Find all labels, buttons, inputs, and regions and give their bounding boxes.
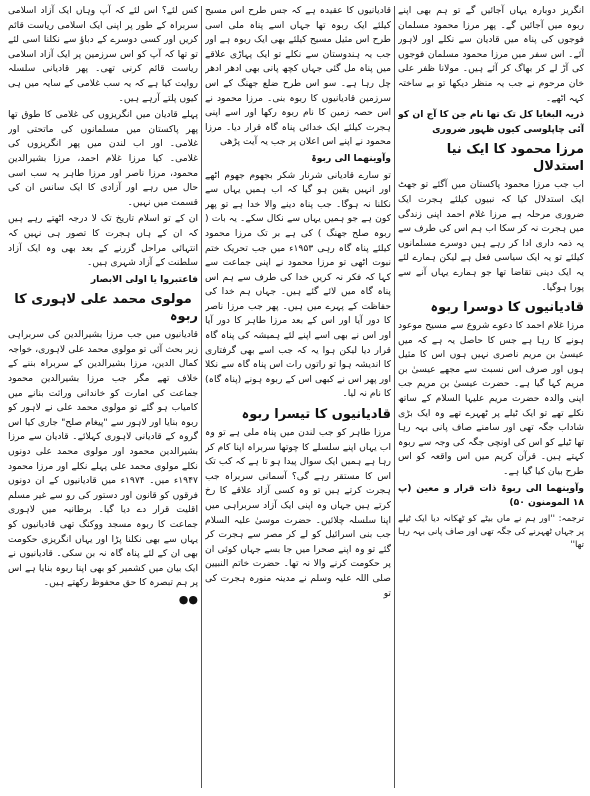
column-left [8, 4, 198, 790]
paragraph: قادیانیوں کا عقیدہ ہے کہ جس طرح اس مسیح کیلئے ایک ربوہ تھا جہاں اسے پناہ ملی اسی طرح اس مثیل مسیح کیلئے بھی ایک ربوہ ہے اور جب یہ ہندوستان سے نکلے تو ایک پہاڑی علاقے میں پناہ مل گئی جہاں کچھ پانی بھی ادھر ادھر چل رہا ہے۔ سو اس طرح ضلع جھنگ کے اس سرزمین قادیانیوں کا ربوہ بنی۔ مرزا محمود نے اس حصہ زمین کا نام ربوہ رکھا اور اسے اپنی ہجرت کیلئے ایک خدائی پناہ گاہ قرار دیا۔ مرزا محمود نے اپنے اس اعلان پر جب یہ آیت پڑھی [205, 5, 391, 148]
verse-line: ذریہ البغایا کل تک تھا نام جن کا آج ان کو آئی چاپلوسی کیوں ظہور ضروری [398, 109, 584, 135]
paragraph: مرزا طاہر کو جب لندن میں پناہ ملی ہے تو وہ اب یہاں اپنے سلسلے کا چوتھا سربراہ اپنا کام کر رہا ہے ہمیں ایک سوال پیدا ہو تا ہے کہ کب تک اس کا مستقر رہے گی؟ آسمانی سربراہ جب ہجرت کرتے ہیں تو وہ کسی آزاد علاقے کا رخ کرتے ہیں جہاں وہ اپنی ایک آزاد سربراہی میں اپنا سلسلہ چلائیں۔ حضرت موسیٰ علیہ السلام جب بنی اسرائیل کو لے کر مصر سے ہجرت کر گئے تو وہ اپنے صحرا میں جا بسے جہاں کوئی ان پر حکومت کرنے والا نہ تھا۔ حضرت خاتم النبیین صلی اللہ علیہ وسلم نے مدینہ منورہ ہجرت کی تو [205, 427, 391, 599]
translation: ترجمہ: ''اور ہم نے ماں بیٹے کو ٹھکانہ دیا ایک ٹیلے پر جہاں ٹھہرنے کی جگہ تھی اور صاف پانی بہہ رہا تھا'' [398, 513, 584, 550]
paragraph: تو سارے قادیانی شرنار شکر بجھوم جھوم اٹھے اور انہیں یقین ہو گیا کہ اب ہمیں یہاں سے نکلنا نہ ہوگا۔ جب پناہ دینے والا خدا ہے تو پھر کون ہے جو ہمیں یہاں سے نکال سکے۔ یہ بات ( ربوہ صلح جھنگ ) کی ہے بر تک مرزا محمود کیلئے پناہ گاہ رہی ۱۹۵۳ء میں جب تحریک ختم نبوت اٹھی تو مرزا محمود نے اپنی جماعت سے کہا کہ فکر نہ کریں خدا کی طرف سے ہم اس پناہ گاہ میں لائے گئے ہیں۔ جہاں ہم خدا کی حفاظت کے پہرے میں ہیں۔ پھر جب مرزا ناصر کا دور آیا اور اس کے بعد مرزا طاہر کا دور آیا اور اس نے بھی اسے اپنے لئے ہمیشہ کی پناہ گاہ قرار دیا لیکن ہوا یہ کہ جب اسے بھی گرفتاری کا اندیشہ ہوا تو راتوں رات اس پناہ گاہ سے نکلا اور پھر اس نے کبھی اس کے ربوہ ہونے (پناہ گاہ) کا نام نہ لیا۔ [205, 169, 391, 400]
column-middle [205, 4, 391, 790]
paragraph: کس لئے؟ اس لئے کہ آپ وہاں ایک آزاد اسلامی سربراہ کے طور پر اپنی ایک اسلامی ریاست قائم کریں اور کسی دوسرے کے دباؤ سے نکلنا اسی لئے تو تھا کہ آپ کو اس سرزمین پر ایک آزاد اسلامی ریاست قائم کرنی تھی۔ پھر قادیانی سلسلہ روایت کیا ہے کہ یہ سب غلامی کے سایہ میں ہی کیوں پلتے آرہے ہیں۔ [8, 5, 198, 104]
paragraph: انگریز دوبارہ یہاں آجائیں گے تو ہم بھی اپنے ربوہ میں آجائیں گے۔ پھر مرزا محمود مسلمان فوجوں کی پناہ میں قادیان سے نکلے اور لاہور آئے۔ اس سفر میں مرزا محمود مسلمان فوجوں کی آڑ لے کر بھاگ کر آئے ہیں۔ مولانا ظفر علی خان مرحوم نے جب یہ منظر دیکھا تو بے ساختہ کہہ اٹھے۔ [398, 5, 584, 104]
section-heading: مولوی محمد علی لاہوری کا ربوہ [14, 292, 198, 325]
section-heading: قادیانیوں کا تیسرا ربوہ [241, 407, 391, 423]
quran-verse: وآوینھما الی ربوۃ [311, 152, 391, 164]
end-mark: ●● [178, 592, 198, 606]
column-right [398, 4, 584, 790]
paragraph: پہلے قادیان میں انگریزوں کی غلامی کا طوق تھا پھر پاکستان میں مسلمانوں کی ماتحتی اور غلامی۔ اور اب لندن میں پھر انگریزوں کی غلامی۔ کیا مرزا غلام احمد، مرزا بشیرالدین محمود، مرزا ناصر اور مرزا طاہر یہ سب اسی حال میں رہے اور آزادی کا ایک سانس ان کی قسمت میں نہیں۔ [8, 109, 198, 208]
section-heading: مرزا محمود کا ایک نیا استدلال [446, 142, 584, 175]
quran-verse: وآوینھما الی ربوۃ ذات قرار و معین (پ ۱۸ المومنون ۵۰) [398, 482, 584, 509]
paragraph: ان کے تو اسلام تاریخ تک لا درجہ اٹھتے رہے ہیں کہ ان کے ہاں ہجرت کا تصور ہی نہیں کہ انتہائی مراحل گزرنے کے بعد بھی وہ ایک آزاد سلطنت کے آزاد شہری ہیں۔ [8, 213, 198, 269]
paragraph: قادیانیوں میں جب مرزا بشیرالدین کی سربراہی زیر بحث آئی تو مولوی محمد علی لاہوری، خواجہ کمال الدین، مرزا بشیرالدین کے سربراہ بننے کے خلاف تھے مگر جب مرزا بشیرالدین محمود جماعت کی امارت کو خاندانی وراثت بنانے میں کامیاب ہو گئے تو مولوی محمد علی نے لاہور کو ربوہ بنایا اور لاہور سے "پیغام صلح" جاری کیا اس گروہ کے قادیانی لاہوری کہلائے۔ قادیان سے مرزا بشیرالدین محمود اور مولوی محمد علی دونوں نکلے مولوی محمد علی پہلے نکلے اور مرزا محمود ۱۹۴۷ء میں۔ ۱۹۷۴ء میں قادیانیوں کے ان دونوں فرقوں کو قانون اور دستور کی رو سے غیر مسلم اقلیت قرار دے دیا گیا۔ برطانیہ میں لاہوری جماعت کا ربوہ مسجد ووکنگ تھی قادیانیوں کو یہاں سے بھی نکلنا پڑا اور یہاں انگریزی حکومت بھی ان کے لئے پناہ گاہ نہ بن سکی۔ قادیانیوں نے ایک بیان میں کشمیر کو بھی اپنا ربوہ بنایا ہے اس پر ہم تبصرہ کا حق محفوظ رکھتے ہیں۔ [8, 329, 198, 589]
paragraph: اب جب مرزا محمود پاکستان میں آگئے تو جھٹ ایک استدلال کیا کہ نبیوں کیلئے ہجرت ایک ضروری مرحلہ ہے مرزا غلام احمد اپنی زندگی میں ہجرت نہ کر سکا اب ہم اس کی طرف سے یہ ذمہ داری ادا کر رہے ہیں دوسرے مسلمانوں کیلئے تو یہ ایک سیاسی فعل ہے لیکن ہمارے لئے یہ ایک دینی تقاضا تھا جو ہمارے یہاں آنے سے پورا ہوگیا۔ [398, 179, 584, 293]
column-divider [394, 6, 395, 788]
quran-verse: فاعتبروا یا اولی الابصار [90, 273, 198, 285]
paragraph: مرزا غلام احمد کا دعوے شروع سے مسیح موعود ہونے کا رہا ہے جس کا حاصل یہ ہے کہ میں عیسیٰ بن مریم ناصری نہیں ہوں اس کا مثیل ہوں اور صرف اس نسبت سے مجھے عیسیٰ بن مریم کہا گیا ہے۔ حضرت عیسیٰ بن مریم جب اپنی والدہ حضرت مریم علیہا السلام کے ساتھ نکلے تھے تو ایک ٹیلے پر ٹھہرے تھے وہ ایک بڑی شاداب جگہ تھی اور سامنے صاف پانی بہہ رہا تھا ٹیلے کو اس کی اونچی جگہ کی وجہ سے ربوہ کہتے ہیں۔ قرآن کریم میں اس واقعہ کو اس طرح بیان کیا گیا ہے۔ [398, 320, 584, 478]
section-heading: قادیانیوں کا دوسرا ربوہ [430, 300, 584, 316]
column-divider [201, 6, 202, 788]
